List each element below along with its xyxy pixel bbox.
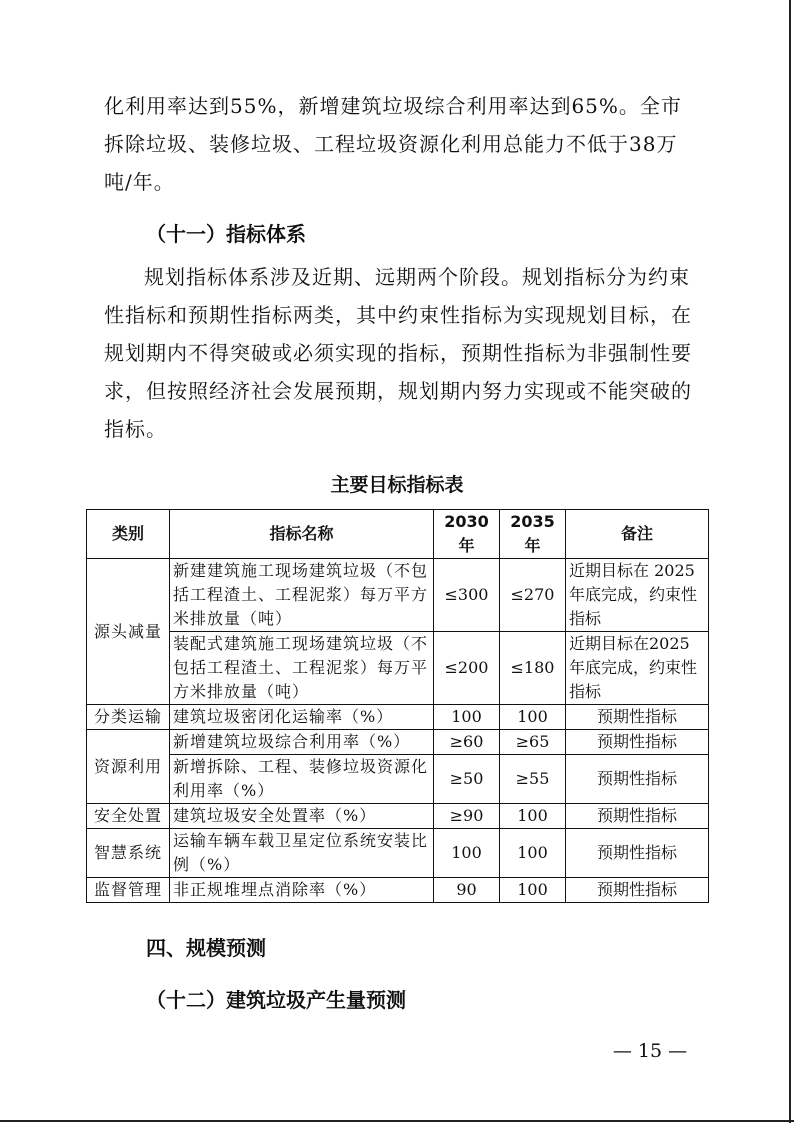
category-cell: 源头减量 — [87, 559, 170, 705]
note-cell: 预期性指标 — [566, 804, 709, 829]
indicator-name-cell: 新增建筑垃圾综合利用率（%） — [170, 730, 434, 755]
page-border-right — [789, 0, 791, 1123]
page-number: — 15 — — [612, 1040, 688, 1062]
value-2030-cell: ≤300 — [434, 559, 500, 632]
header-indicator-name: 指标名称 — [170, 510, 434, 559]
value-2030-cell: ≤200 — [434, 632, 500, 705]
note-cell: 预期性指标 — [566, 755, 709, 804]
table-row — [87, 730, 709, 755]
value-2030-cell: 100 — [434, 705, 500, 730]
table-row — [87, 878, 709, 903]
value-2030-cell: ≥50 — [434, 755, 500, 804]
note-cell: 预期性指标 — [566, 878, 709, 903]
value-2035-cell: 100 — [500, 804, 566, 829]
indicator-name-cell: 新建建筑施工现场建筑垃圾（不包括工程渣土、工程泥浆）每万平方米排放量（吨） — [170, 559, 434, 632]
table-row — [87, 705, 709, 730]
indicator-name-cell: 建筑垃圾密闭化运输率（%） — [170, 705, 434, 730]
page-border-bottom — [0, 1120, 794, 1122]
category-cell: 资源利用 — [87, 730, 170, 804]
indicator-name-cell: 运输车辆车载卫星定位系统安装比例（%） — [170, 829, 434, 878]
subsection-heading-waste-forecast: （十二）建筑垃圾产生量预测 — [146, 988, 406, 1012]
category-cell: 智慧系统 — [87, 829, 170, 878]
value-2035-cell: ≤180 — [500, 632, 566, 705]
category-cell: 安全处置 — [87, 804, 170, 829]
indicator-name-cell: 建筑垃圾安全处置率（%） — [170, 804, 434, 829]
category-cell: 监督管理 — [87, 878, 170, 903]
note-cell: 预期性指标 — [566, 705, 709, 730]
table-title: 主要目标指标表 — [330, 474, 464, 496]
value-2030-cell: ≥60 — [434, 730, 500, 755]
value-2035-cell: 100 — [500, 829, 566, 878]
indicator-name-cell: 装配式建筑施工现场建筑垃圾（不包括工程渣土、工程泥浆）每万平方米排放量（吨） — [170, 632, 434, 705]
note-cell: 预期性指标 — [566, 730, 709, 755]
header-note: 备注 — [566, 510, 709, 559]
header-category: 类别 — [87, 510, 170, 559]
indicator-name-cell: 新增拆除、工程、装修垃圾资源化利用率（%） — [170, 755, 434, 804]
header-year-2035: 2035 年 — [500, 510, 566, 559]
note-cell: 近期目标在2025年底完成，约束性指标 — [566, 632, 709, 705]
paragraph-indicator-description: 规划指标体系涉及近期、远期两个阶段。规划指标分为约束性指标和预期性指标两类，其中约束性指标为实现规划目标，在规划期内不得突破或必须实现的指标，预期性指标为非强制性要求，但按照经济社会发展预期，规划期内努力实现或不能突破的指标。 — [104, 265, 692, 441]
indicator-table — [86, 509, 709, 903]
category-cell: 分类运输 — [87, 705, 170, 730]
value-2035-cell: 100 — [500, 878, 566, 903]
table-row — [87, 755, 709, 804]
section-heading-scale-forecast: 四、规模预测 — [146, 936, 266, 960]
value-2030-cell: ≥90 — [434, 804, 500, 829]
note-cell: 近期目标在 2025 年底完成，约束性指标 — [566, 559, 709, 632]
table-row — [87, 804, 709, 829]
table-row — [87, 632, 709, 705]
note-cell: 预期性指标 — [566, 829, 709, 878]
header-year-2030: 2030 年 — [434, 510, 500, 559]
value-2035-cell: 100 — [500, 705, 566, 730]
value-2035-cell: ≥55 — [500, 755, 566, 804]
value-2030-cell: 90 — [434, 878, 500, 903]
value-2030-cell: 100 — [434, 829, 500, 878]
indicator-name-cell: 非正规堆埋点消除率（%） — [170, 878, 434, 903]
value-2035-cell: ≥65 — [500, 730, 566, 755]
table-header-row — [87, 510, 709, 559]
table-row — [87, 559, 709, 632]
value-2035-cell: ≤270 — [500, 559, 566, 632]
section-heading-indicator-system: （十一）指标体系 — [146, 222, 306, 246]
paragraph-intro: 化利用率达到55%，新增建筑垃圾综合利用率达到65%。全市拆除垃圾、装修垃圾、工程垃圾资源化利用总能力不低于38万吨/年。 — [104, 94, 682, 194]
table-row — [87, 829, 709, 878]
